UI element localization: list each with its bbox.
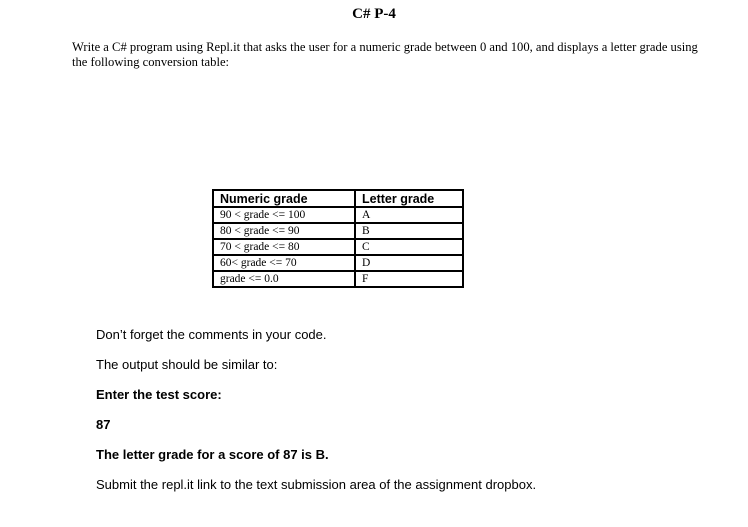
header-numeric-grade: Numeric grade (213, 190, 355, 207)
page-title: C# P-4 (352, 6, 396, 22)
table-row (213, 271, 463, 287)
table-row (213, 255, 463, 271)
letter-grade-cell: A (355, 207, 463, 223)
submission-instructions: Submit the repl.it link to the text submission area of the assignment dropbox. (96, 477, 537, 492)
sample-result: The letter grade for a score of 87 is B. (96, 447, 329, 462)
sample-prompt: Enter the test score: (96, 387, 222, 402)
grade-conversion-table (212, 189, 464, 288)
letter-grade-cell: D (355, 255, 463, 271)
numeric-range-cell: 60< grade <= 70 (213, 255, 355, 271)
comments-note: Don’t forget the comments in your code. (96, 327, 327, 342)
letter-grade-cell: F (355, 271, 463, 287)
output-intro: The output should be similar to: (96, 357, 278, 372)
table-header-row (213, 190, 463, 207)
numeric-range-cell: 70 < grade <= 80 (213, 239, 355, 255)
numeric-range-cell: grade <= 0.0 (213, 271, 355, 287)
letter-grade-cell: C (355, 239, 463, 255)
sample-input: 87 (96, 417, 111, 432)
header-letter-grade: Letter grade (355, 190, 463, 207)
numeric-range-cell: 80 < grade <= 90 (213, 223, 355, 239)
numeric-range-cell: 90 < grade <= 100 (213, 207, 355, 223)
table-row (213, 239, 463, 255)
instructions-paragraph: Write a C# program using Repl.it that asks the user for a numeric grade between 0 and 100, and displays a letter grade using the following conversion table: (72, 40, 698, 69)
table-row (213, 207, 463, 223)
table-row (213, 223, 463, 239)
letter-grade-cell: B (355, 223, 463, 239)
